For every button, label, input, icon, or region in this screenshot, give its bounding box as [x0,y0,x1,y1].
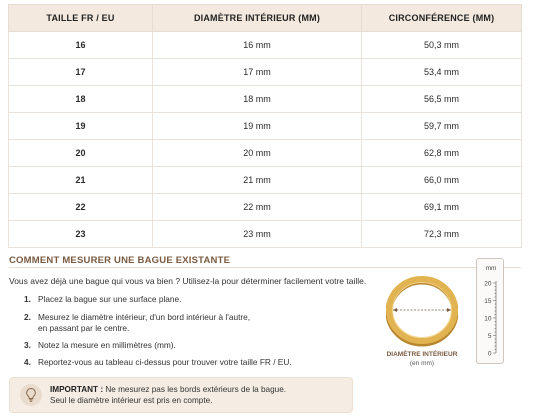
table-row [9,86,522,113]
cell-circumference: 53,4 mm [362,59,522,86]
step-item [24,312,354,334]
step-number: 4. [24,357,31,367]
table-header-row [9,5,522,32]
cell-size: 18 [9,86,153,113]
table-row [9,32,522,59]
step-text: Notez la mesure en millimètres (mm). [38,340,176,350]
step-item [24,357,354,368]
cell-circumference: 66,0 mm [362,167,522,194]
cell-diameter: 19 mm [153,113,362,140]
table-row [9,221,522,248]
cell-size: 23 [9,221,153,248]
cell-circumference: 72,3 mm [362,221,522,248]
ring-caption: DIAMÈTRE INTÉRIEUR (en mm) [386,351,458,367]
important-text: IMPORTANT : Ne mesurez pas les bords extérieurs de la bague. Seul le diamètre intérieur est pris en compte. [50,385,287,405]
step-text: Reportez-vous au tableau ci-dessus pour trouver votre taille FR / EU. [38,357,292,367]
cell-diameter: 17 mm [153,59,362,86]
section-title: COMMENT MESURER UNE BAGUE EXISTANTE [9,255,231,266]
step-number: 2. [24,312,31,322]
ruler [476,258,504,364]
cell-size: 22 [9,194,153,221]
cell-size: 19 [9,113,153,140]
ruler-ticks [493,283,496,353]
step-number: 3. [24,340,31,350]
cell-size: 21 [9,167,153,194]
step-text: Placez la bague sur une surface plane. [38,294,182,304]
cell-diameter: 21 mm [153,167,362,194]
cell-circumference: 56,5 mm [362,86,522,113]
cell-diameter: 23 mm [153,221,362,248]
table-row [9,113,522,140]
cell-diameter: 18 mm [153,86,362,113]
ruler-label: 15 [484,297,492,305]
cell-diameter: 20 mm [153,140,362,167]
cell-circumference: 62,8 mm [362,140,522,167]
important-label: IMPORTANT : [50,385,104,394]
cell-diameter: 16 mm [153,32,362,59]
important-note [9,377,353,413]
cell-size: 17 [9,59,153,86]
section-divider [9,267,521,268]
intro-text: Vous avez déjà une bague qui vous va bien ? Utilisez-la pour déterminer facilement votre taille. [9,276,367,286]
cell-size: 20 [9,140,153,167]
steps-list [24,294,354,368]
table-row [9,140,522,167]
table-row [9,194,522,221]
cell-circumference: 69,1 mm [362,194,522,221]
table-row [9,59,522,86]
header-circumference: CIRCONFÉRENCE (MM) [362,5,522,32]
ring-icon [386,272,458,348]
header-diameter: DIAMÈTRE INTÉRIEUR (MM) [153,5,362,32]
step-text: Mesurez le diamètre intérieur, d'un bord intérieur à l'autre, en passant par le centre. [38,312,251,333]
table-row [9,167,522,194]
ruler-label: 10 [484,315,492,323]
ruler-label: 20 [484,280,492,288]
lightbulb-icon [20,384,42,406]
cell-circumference: 50,3 mm [362,32,522,59]
ruler-unit: mm [485,265,497,272]
step-number: 1. [24,294,31,304]
header-size: TAILLE FR / EU [9,5,153,32]
cell-diameter: 22 mm [153,194,362,221]
ring-size-table [8,4,522,248]
step-item [24,294,354,305]
ruler-label: 5 [487,332,492,340]
ruler-label: 0 [487,350,492,358]
cell-circumference: 59,7 mm [362,113,522,140]
ruler-scale [477,259,505,365]
cell-size: 16 [9,32,153,59]
step-item [24,340,354,351]
ring-illustration [380,270,464,378]
